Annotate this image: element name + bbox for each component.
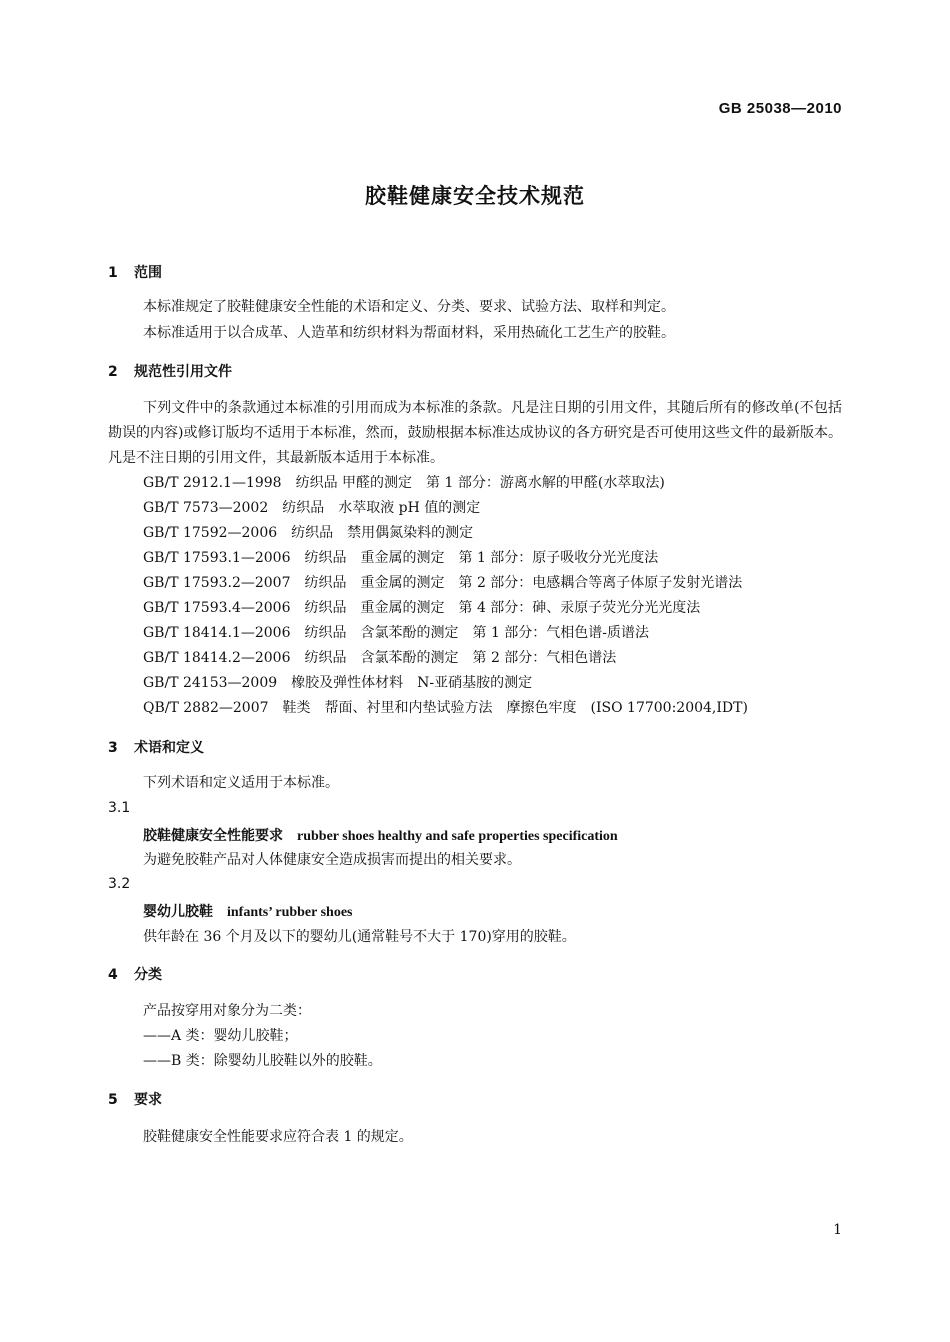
section-title: 要求 [134, 1092, 162, 1108]
section-3-heading [108, 737, 204, 757]
reference-part: 含氯苯酚的测定 [360, 625, 459, 641]
standard-code: GB 25038—2010 [718, 100, 842, 117]
paragraph: 本标准适用于以合成革、人造革和纺织材料为帮面材料，采用热硫化工艺生产的胶鞋。 [143, 325, 675, 341]
term-number: 3.2 [108, 876, 131, 892]
term-number: 3.1 [108, 800, 131, 816]
reference-item [143, 547, 672, 567]
term-definition: 为避免胶鞋产品对人体健康安全造成损害而提出的相关要求。 [143, 852, 521, 868]
reference-part: 帮面、衬里和内垫试验方法 [324, 700, 493, 716]
reference-item [143, 572, 756, 592]
section-title: 术语和定义 [134, 740, 204, 756]
reference-subpart: 第 4 部分：砷、汞原子荧光分光光度法 [458, 600, 701, 616]
reference-code: GB/T 17593.4—2006 [143, 600, 291, 616]
reference-item [143, 647, 630, 667]
section-1-heading [108, 262, 162, 282]
document-title: 胶鞋健康安全技术规范 [365, 184, 585, 208]
reference-title: 橡胶及弹性体材料 [291, 675, 404, 691]
section-number: 3 [108, 740, 118, 756]
reference-code: GB/T 18414.1—2006 [143, 625, 291, 641]
reference-code: QB/T 2882—2007 [143, 700, 269, 716]
section-4-heading [108, 964, 162, 984]
reference-title: 纺织品 [304, 625, 347, 641]
reference-subpart: 第 1 部分：气相色谱-质谱法 [472, 625, 650, 641]
reference-code: GB/T 2912.1—1998 [143, 475, 282, 491]
reference-part: N-亚硝基胺的测定 [417, 675, 533, 691]
reference-title: 纺织品 [304, 575, 347, 591]
reference-title: 纺织品 [304, 550, 347, 566]
section-title: 分类 [134, 967, 162, 983]
classification-item: ——A 类：婴幼儿胶鞋； [143, 1028, 298, 1044]
reference-part: 重金属的测定 [360, 550, 445, 566]
reference-part: 水萃取液 pH 值的测定 [338, 500, 481, 516]
reference-title: 纺织品 [304, 600, 347, 616]
requirements-text: 胶鞋健康安全性能要求应符合表 1 的规定。 [143, 1129, 413, 1145]
reference-part: 禁用偶氮染料的测定 [347, 525, 474, 541]
section-number: 2 [108, 364, 118, 380]
reference-item [143, 672, 546, 692]
reference-title: 纺织品 甲醛的测定 [295, 475, 413, 491]
section-number: 5 [108, 1092, 118, 1108]
reference-subpart: 摩擦色牢度 [506, 700, 577, 716]
reference-part: 重金属的测定 [360, 600, 445, 616]
reference-title: 纺织品 [304, 650, 347, 666]
reference-code: GB/T 7573—2002 [143, 500, 269, 516]
reference-title: 纺织品 [282, 500, 325, 516]
reference-item [143, 622, 663, 642]
reference-title: 鞋类 [282, 700, 311, 716]
term-heading [143, 901, 353, 921]
reference-part: 含氯苯酚的测定 [360, 650, 459, 666]
term-name-en: infants’ rubber shoes [227, 905, 353, 920]
terms-intro: 下列术语和定义适用于本标准。 [143, 775, 339, 791]
reference-subpart: 第 1 部分：原子吸收分光光度法 [458, 550, 659, 566]
section-title: 规范性引用文件 [134, 364, 232, 380]
section-title: 范围 [134, 265, 162, 281]
reference-code: GB/T 18414.2—2006 [143, 650, 291, 666]
classification-item: ——B 类：除婴幼儿胶鞋以外的胶鞋。 [143, 1053, 382, 1069]
reference-item [143, 597, 714, 617]
reference-code: GB/T 17592—2006 [143, 525, 278, 541]
section-5-heading [108, 1089, 162, 1109]
reference-item [143, 697, 748, 717]
page-number: 1 [833, 1222, 842, 1238]
term-name-cn: 胶鞋健康安全性能要求 [143, 828, 283, 844]
classification-intro: 产品按穿用对象分为二类： [143, 1003, 311, 1019]
reference-code: GB/T 17593.1—2006 [143, 550, 291, 566]
term-definition: 供年龄在 36 个月及以下的婴幼儿(通常鞋号不大于 170)穿用的胶鞋。 [143, 929, 576, 945]
section-number: 4 [108, 967, 118, 983]
reference-item [143, 522, 487, 542]
references-intro: 下列文件中的条款通过本标准的引用而成为本标准的条款。凡是注日期的引用文件，其随后所有的修改单(不包括勘误的内容)或修订版均不适用于本标准，然而，鼓励根据本标准达成协议的各方研究是否可使用这些文件的最新版本。凡是不注日期的引用文件，其最新版本适用于本标准。 [108, 400, 842, 466]
reference-equivalence: (ISO 17700:2004,IDT) [590, 700, 748, 716]
reference-part: 第 1 部分：游离水解的甲醛(水萃取法) [426, 475, 665, 491]
section-2-heading [108, 361, 232, 381]
term-name-en: rubber shoes healthy and safe properties specification [297, 829, 618, 844]
reference-title: 纺织品 [291, 525, 334, 541]
section-number: 1 [108, 265, 118, 281]
reference-part: 重金属的测定 [360, 575, 445, 591]
reference-item [143, 472, 679, 492]
reference-subpart: 第 2 部分：气相色谱法 [472, 650, 617, 666]
paragraph: 本标准规定了胶鞋健康安全性能的术语和定义、分类、要求、试验方法、取样和判定。 [143, 299, 675, 315]
reference-item [143, 497, 494, 517]
reference-code: GB/T 17593.2—2007 [143, 575, 291, 591]
term-name-cn: 婴幼儿胶鞋 [143, 904, 213, 920]
reference-code: GB/T 24153—2009 [143, 675, 278, 691]
reference-subpart: 第 2 部分：电感耦合等离子体原子发射光谱法 [458, 575, 743, 591]
term-heading [143, 825, 618, 845]
